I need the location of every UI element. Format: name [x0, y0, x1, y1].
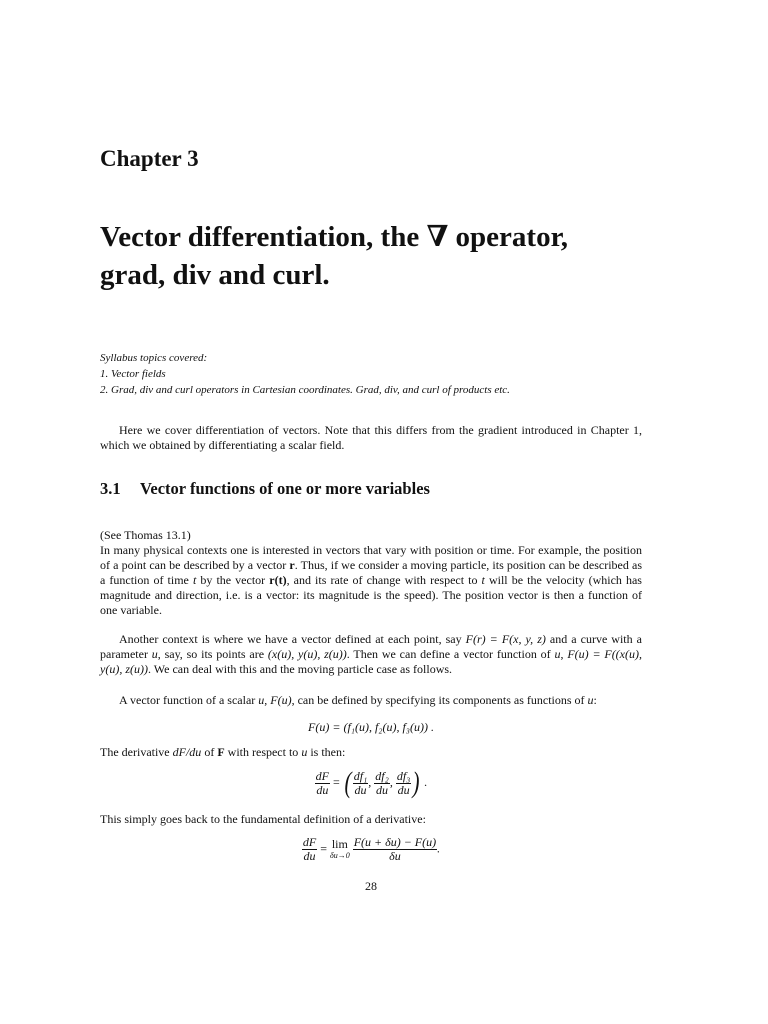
- paragraph-5: This simply goes back to the fundamental definition of a derivative:: [100, 812, 426, 826]
- syllabus-heading: Syllabus topics covered:: [100, 352, 208, 364]
- equation-limit: $\frac{dF}{du}$ = lim δu→0 $\frac{F(u + \delta u) - F(u)}{\delta u}$ .: [302, 835, 441, 863]
- see-reference: (See Thomas 13.1): [100, 528, 191, 542]
- syllabus-block: [100, 350, 510, 398]
- syllabus-item: 2. Grad, div and curl operators in Cartesian coordinates. Grad, div, and curl of products etc.: [100, 384, 510, 396]
- section-number: 3.1: [100, 479, 121, 498]
- chapter-title-line-2: grad, div and curl.: [100, 259, 330, 291]
- paragraph-4: The derivative dF/du of F with respect to u is then:: [100, 745, 346, 759]
- page-number: 28: [365, 879, 377, 893]
- chapter-title: [100, 218, 660, 294]
- section-title: Vector functions of one or more variables: [140, 479, 430, 498]
- syllabus-item: 1. Vector fields: [100, 368, 166, 380]
- paragraph-2: Another context is where we have a vector defined at each point, say F(r) = F(x, y, z) and a curve with a parameter u, say, so its points are (x(u), y(u), z(u)). Then we can define a vector function of u, F(u) = F((x(u), y(u), z(u)). We can deal with this and the moving particle case as follows.: [100, 632, 643, 676]
- section-heading: [100, 479, 430, 499]
- intro-paragraph: Here we cover differentiation of vectors. Note that this differs from the gradient introduced in Chapter 1, which we obtained by differentiating a scalar field.: [100, 423, 642, 452]
- vector-r: r: [289, 558, 295, 572]
- paragraph-1: In many physical contexts one is interested in vectors that vary with position or time. For example, the position of a point can be described by a vector r. Thus, if we consider a moving particle, its position can be described as a function of time t by the vector r(t), and its rate of change with respect to t will be the velocity (which has magnitude and direction, i.e. is a vector: its magnitude is the speed). The position vector is then a function of one variable.: [100, 543, 642, 617]
- equation-components: F(u) = (f₁(u), f₂(u), f₃(u)) .: [308, 720, 434, 734]
- chapter-label: Chapter 3: [100, 146, 199, 171]
- chapter-title-line-1: Vector differentiation, the ∇ operator,: [100, 221, 569, 253]
- equation-derivative: $\frac{dF}{du}$ = ( $\frac{\text{df₁}}{du}$ , $\frac{\text{df₂}}{du}$ , $\frac{\text{df₃}}{du}$ ) .: [315, 766, 428, 799]
- paragraph-3: A vector function of a scalar u, F(u), can be defined by specifying its components as functions of u:: [119, 693, 597, 707]
